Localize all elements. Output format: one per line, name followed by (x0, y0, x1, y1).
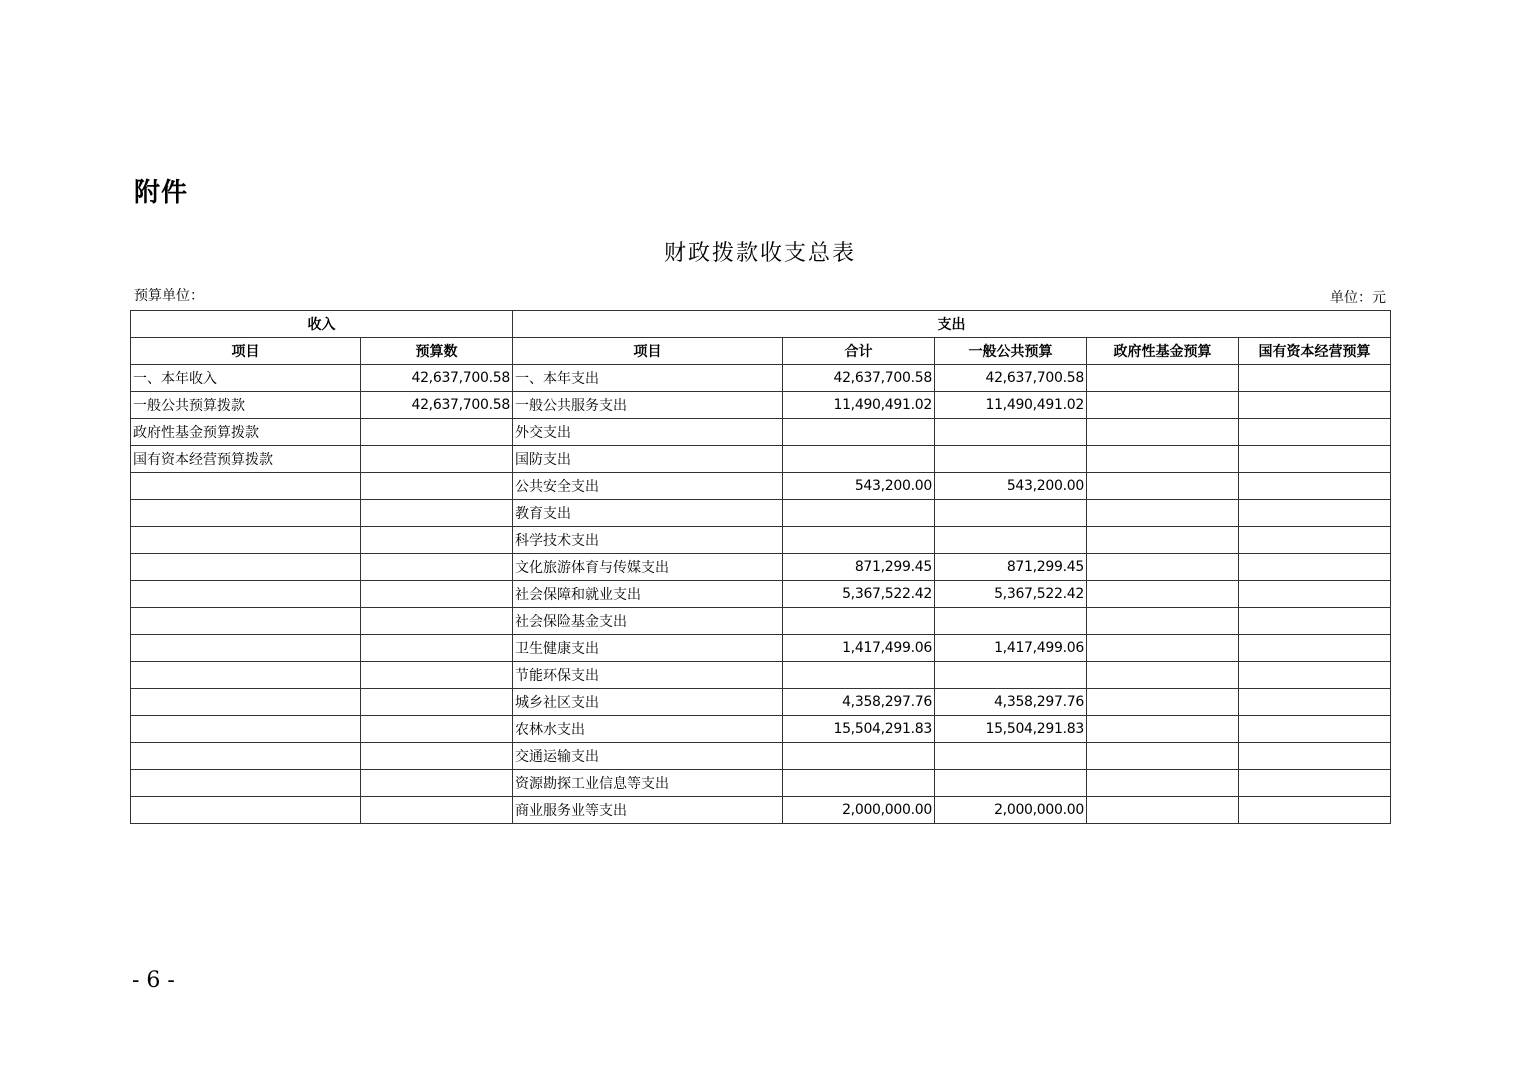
state-capital-cell (1239, 770, 1391, 797)
table-row (131, 635, 1391, 662)
general-budget-cell: 42,637,700.58 (935, 365, 1087, 392)
general-budget-cell: 11,490,491.02 (935, 392, 1087, 419)
gov-fund-cell (1087, 797, 1239, 824)
table-row (131, 797, 1391, 824)
income-item-cell (131, 473, 361, 500)
expense-item-cell: 文化旅游体育与传媒支出 (513, 554, 783, 581)
col-expense-item: 项目 (513, 338, 783, 365)
general-budget-cell (935, 743, 1087, 770)
col-gov-fund-budget: 政府性基金预算 (1087, 338, 1239, 365)
table-row (131, 554, 1391, 581)
state-capital-cell (1239, 608, 1391, 635)
state-capital-cell (1239, 662, 1391, 689)
gov-fund-cell (1087, 689, 1239, 716)
header-column-row (131, 338, 1391, 365)
total-cell: 1,417,499.06 (783, 635, 935, 662)
expense-item-cell: 交通运输支出 (513, 743, 783, 770)
income-amount-cell (361, 770, 513, 797)
total-cell (783, 500, 935, 527)
income-item-cell (131, 635, 361, 662)
expense-item-cell: 节能环保支出 (513, 662, 783, 689)
table-row (131, 716, 1391, 743)
state-capital-cell (1239, 527, 1391, 554)
total-cell: 4,358,297.76 (783, 689, 935, 716)
general-budget-cell: 543,200.00 (935, 473, 1087, 500)
table-row (131, 608, 1391, 635)
expense-item-cell: 一、本年支出 (513, 365, 783, 392)
general-budget-cell: 1,417,499.06 (935, 635, 1087, 662)
income-amount-cell (361, 635, 513, 662)
col-general-budget: 一般公共预算 (935, 338, 1087, 365)
table-row (131, 365, 1391, 392)
income-item-cell: 一、本年收入 (131, 365, 361, 392)
state-capital-cell (1239, 689, 1391, 716)
gov-fund-cell (1087, 770, 1239, 797)
gov-fund-cell (1087, 527, 1239, 554)
gov-fund-cell (1087, 365, 1239, 392)
state-capital-cell (1239, 419, 1391, 446)
total-cell (783, 446, 935, 473)
income-item-cell (131, 662, 361, 689)
table-title: 财政拨款收支总表 (663, 241, 856, 266)
income-item-cell (131, 743, 361, 770)
expense-item-cell: 一般公共服务支出 (513, 392, 783, 419)
income-amount-cell (361, 743, 513, 770)
general-budget-cell (935, 608, 1087, 635)
expense-header: 支出 (513, 311, 1391, 338)
expense-item-cell: 卫生健康支出 (513, 635, 783, 662)
expense-item-cell: 社会保障和就业支出 (513, 581, 783, 608)
income-amount-cell: 42,637,700.58 (361, 365, 513, 392)
col-income-item: 项目 (131, 338, 361, 365)
expense-item-cell: 城乡社区支出 (513, 689, 783, 716)
header-group-row (131, 311, 1391, 338)
fiscal-summary-table (130, 310, 1391, 824)
col-state-capital-budget: 国有资本经营预算 (1239, 338, 1391, 365)
income-item-cell (131, 797, 361, 824)
income-item-cell (131, 554, 361, 581)
table-row (131, 689, 1391, 716)
total-cell: 11,490,491.02 (783, 392, 935, 419)
general-budget-cell (935, 662, 1087, 689)
total-cell (783, 419, 935, 446)
expense-item-cell: 教育支出 (513, 500, 783, 527)
gov-fund-cell (1087, 662, 1239, 689)
income-item-cell (131, 500, 361, 527)
income-item-cell (131, 527, 361, 554)
general-budget-cell (935, 446, 1087, 473)
gov-fund-cell (1087, 500, 1239, 527)
total-cell: 543,200.00 (783, 473, 935, 500)
income-amount-cell (361, 446, 513, 473)
total-cell (783, 770, 935, 797)
total-cell (783, 743, 935, 770)
income-amount-cell (361, 716, 513, 743)
general-budget-cell: 5,367,522.42 (935, 581, 1087, 608)
col-total: 合计 (783, 338, 935, 365)
gov-fund-cell (1087, 608, 1239, 635)
income-amount-cell (361, 797, 513, 824)
state-capital-cell (1239, 743, 1391, 770)
general-budget-cell: 871,299.45 (935, 554, 1087, 581)
expense-item-cell: 公共安全支出 (513, 473, 783, 500)
expense-item-cell: 商业服务业等支出 (513, 797, 783, 824)
total-cell: 871,299.45 (783, 554, 935, 581)
gov-fund-cell (1087, 473, 1239, 500)
general-budget-cell: 15,504,291.83 (935, 716, 1087, 743)
general-budget-cell (935, 527, 1087, 554)
state-capital-cell (1239, 446, 1391, 473)
currency-unit-label: 单位：元 (1330, 290, 1386, 306)
state-capital-cell (1239, 392, 1391, 419)
total-cell: 42,637,700.58 (783, 365, 935, 392)
table-row (131, 770, 1391, 797)
income-amount-cell (361, 581, 513, 608)
gov-fund-cell (1087, 581, 1239, 608)
income-item-cell (131, 608, 361, 635)
expense-item-cell: 外交支出 (513, 419, 783, 446)
general-budget-cell (935, 500, 1087, 527)
table-row (131, 527, 1391, 554)
attachment-label: 附件 (134, 178, 189, 208)
expense-item-cell: 社会保险基金支出 (513, 608, 783, 635)
gov-fund-cell (1087, 419, 1239, 446)
table-body (131, 365, 1391, 824)
general-budget-cell: 2,000,000.00 (935, 797, 1087, 824)
state-capital-cell (1239, 554, 1391, 581)
expense-item-cell: 农林水支出 (513, 716, 783, 743)
income-amount-cell (361, 419, 513, 446)
expense-item-cell: 科学技术支出 (513, 527, 783, 554)
income-amount-cell (361, 500, 513, 527)
gov-fund-cell (1087, 392, 1239, 419)
gov-fund-cell (1087, 446, 1239, 473)
income-amount-cell (361, 689, 513, 716)
total-cell: 5,367,522.42 (783, 581, 935, 608)
income-item-cell (131, 770, 361, 797)
gov-fund-cell (1087, 635, 1239, 662)
gov-fund-cell (1087, 743, 1239, 770)
income-amount-cell (361, 473, 513, 500)
expense-item-cell: 资源勘探工业信息等支出 (513, 770, 783, 797)
table-row (131, 473, 1391, 500)
state-capital-cell (1239, 473, 1391, 500)
income-amount-cell (361, 554, 513, 581)
general-budget-cell (935, 770, 1087, 797)
gov-fund-cell (1087, 554, 1239, 581)
income-item-cell: 政府性基金预算拨款 (131, 419, 361, 446)
state-capital-cell (1239, 365, 1391, 392)
income-item-cell (131, 689, 361, 716)
income-header: 收入 (131, 311, 513, 338)
table-row (131, 392, 1391, 419)
col-income-budget: 预算数 (361, 338, 513, 365)
general-budget-cell: 4,358,297.76 (935, 689, 1087, 716)
state-capital-cell (1239, 581, 1391, 608)
income-item-cell: 国有资本经营预算拨款 (131, 446, 361, 473)
income-amount-cell: 42,637,700.58 (361, 392, 513, 419)
total-cell: 15,504,291.83 (783, 716, 935, 743)
page-number: - 6 - (132, 968, 175, 993)
total-cell (783, 608, 935, 635)
state-capital-cell (1239, 635, 1391, 662)
table-row (131, 500, 1391, 527)
general-budget-cell (935, 419, 1087, 446)
income-item-cell (131, 581, 361, 608)
table-row (131, 662, 1391, 689)
table-row (131, 581, 1391, 608)
total-cell (783, 527, 935, 554)
table-row (131, 743, 1391, 770)
table-row (131, 446, 1391, 473)
income-amount-cell (361, 662, 513, 689)
income-item-cell: 一般公共预算拨款 (131, 392, 361, 419)
gov-fund-cell (1087, 716, 1239, 743)
state-capital-cell (1239, 797, 1391, 824)
income-amount-cell (361, 527, 513, 554)
total-cell (783, 662, 935, 689)
state-capital-cell (1239, 500, 1391, 527)
total-cell: 2,000,000.00 (783, 797, 935, 824)
table-row (131, 419, 1391, 446)
budget-unit-label: 预算单位： (134, 288, 204, 304)
expense-item-cell: 国防支出 (513, 446, 783, 473)
income-item-cell (131, 716, 361, 743)
income-amount-cell (361, 608, 513, 635)
state-capital-cell (1239, 716, 1391, 743)
